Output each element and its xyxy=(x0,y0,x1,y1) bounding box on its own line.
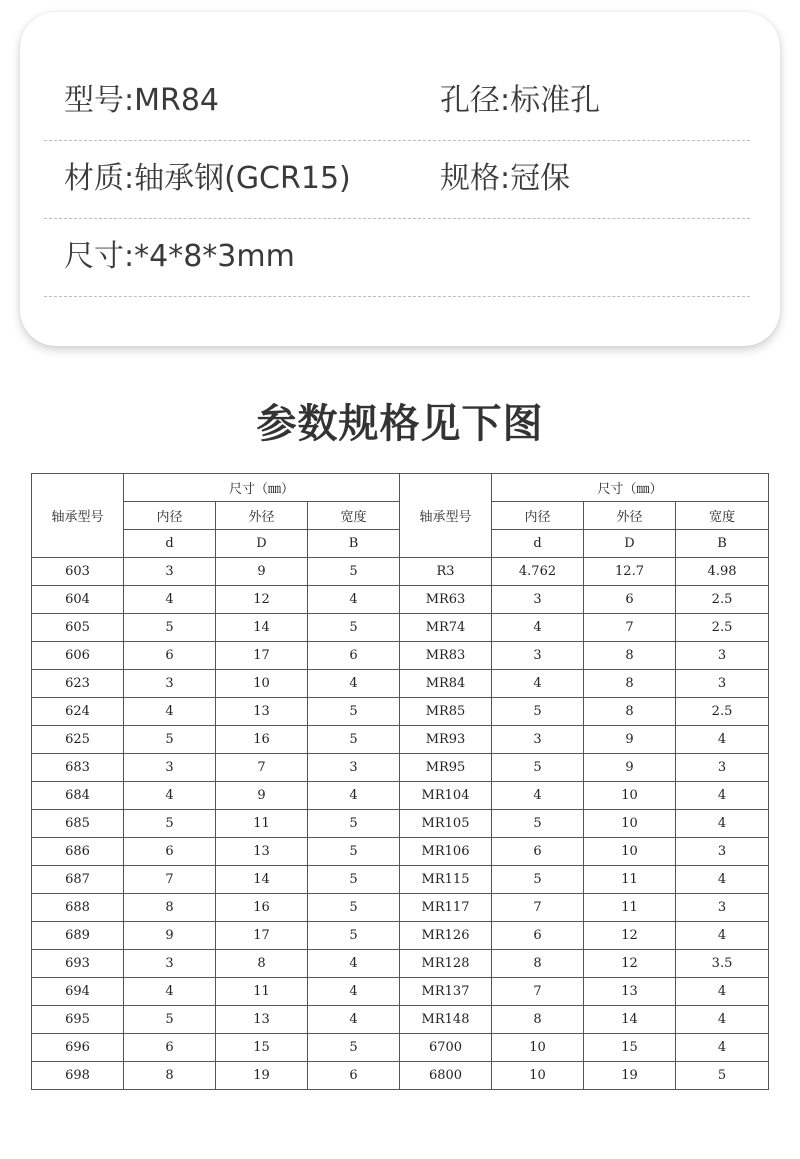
model-cell: MR85 xyxy=(400,698,492,726)
symbol-d: d xyxy=(124,530,216,558)
dimension-cell: 4 xyxy=(124,698,216,726)
dimension-cell: 4 xyxy=(676,922,769,950)
dimension-cell: 2.5 xyxy=(676,614,769,642)
dimension-cell: 10 xyxy=(584,782,676,810)
table-row xyxy=(32,950,769,978)
table-row xyxy=(32,866,769,894)
model-cell: 686 xyxy=(32,838,124,866)
info-label: 规格: xyxy=(440,161,511,196)
model-cell: 606 xyxy=(32,642,124,670)
info-item-size xyxy=(64,218,295,296)
dimension-cell: 4 xyxy=(492,782,584,810)
model-cell: MR63 xyxy=(400,586,492,614)
dimension-cell: 3 xyxy=(676,754,769,782)
dimension-cell: 5 xyxy=(308,1034,400,1062)
dimension-cell: 5 xyxy=(308,558,400,586)
dimension-cell: 8 xyxy=(584,670,676,698)
dimension-cell: 8 xyxy=(584,698,676,726)
dimension-cell: 7 xyxy=(124,866,216,894)
dimension-cell: 5 xyxy=(308,922,400,950)
dimension-cell: 8 xyxy=(492,1006,584,1034)
table-row xyxy=(32,1062,769,1090)
table-row xyxy=(32,754,769,782)
dimension-cell: 9 xyxy=(216,558,308,586)
model-cell: 624 xyxy=(32,698,124,726)
model-cell: MR74 xyxy=(400,614,492,642)
dimension-cell: 7 xyxy=(584,614,676,642)
table-row xyxy=(32,698,769,726)
size-header: 尺寸（㎜） xyxy=(124,474,400,502)
model-cell: 689 xyxy=(32,922,124,950)
dimension-cell: 3 xyxy=(124,558,216,586)
dimension-cell: 4 xyxy=(676,978,769,1006)
model-cell: MR106 xyxy=(400,838,492,866)
dimension-cell: 13 xyxy=(216,838,308,866)
dimension-cell: 14 xyxy=(216,614,308,642)
dimension-cell: 17 xyxy=(216,642,308,670)
dimension-cell: 14 xyxy=(216,866,308,894)
model-cell: 6700 xyxy=(400,1034,492,1062)
dimension-cell: 3 xyxy=(492,586,584,614)
dimension-cell: 3 xyxy=(124,754,216,782)
dimension-cell: 8 xyxy=(124,1062,216,1090)
info-label: 型号: xyxy=(64,83,135,118)
dimension-cell: 4 xyxy=(308,978,400,1006)
dimension-cell: 5 xyxy=(308,614,400,642)
outer-diameter-header: 外径 xyxy=(216,502,308,530)
dimension-cell: 4 xyxy=(124,978,216,1006)
inner-diameter-header: 内径 xyxy=(124,502,216,530)
info-item-spec xyxy=(440,140,570,218)
dimension-cell: 5 xyxy=(308,838,400,866)
dimension-cell: 4 xyxy=(492,670,584,698)
dimension-cell: 13 xyxy=(216,698,308,726)
dimension-cell: 4 xyxy=(676,866,769,894)
table-row xyxy=(32,642,769,670)
dimension-cell: 4 xyxy=(124,586,216,614)
model-cell: 698 xyxy=(32,1062,124,1090)
size-header: 尺寸（㎜） xyxy=(492,474,769,502)
dimension-cell: 6 xyxy=(308,1062,400,1090)
model-cell: 688 xyxy=(32,894,124,922)
dimension-cell: 17 xyxy=(216,922,308,950)
dimension-cell: 6 xyxy=(492,922,584,950)
dimension-cell: 6 xyxy=(124,642,216,670)
model-cell: R3 xyxy=(400,558,492,586)
dimension-cell: 5 xyxy=(492,698,584,726)
dimension-cell: 10 xyxy=(492,1062,584,1090)
dimension-cell: 4 xyxy=(308,950,400,978)
header-row xyxy=(32,474,769,502)
model-cell: 695 xyxy=(32,1006,124,1034)
dimension-cell: 2.5 xyxy=(676,586,769,614)
dimension-cell: 12 xyxy=(216,586,308,614)
table-row xyxy=(32,894,769,922)
model-cell: 693 xyxy=(32,950,124,978)
dimension-cell: 12.7 xyxy=(584,558,676,586)
dimension-cell: 14 xyxy=(584,1006,676,1034)
model-cell: MR83 xyxy=(400,642,492,670)
model-cell: MR117 xyxy=(400,894,492,922)
dimension-cell: 6 xyxy=(124,838,216,866)
table-row xyxy=(32,810,769,838)
spec-table xyxy=(31,473,769,1090)
info-label: 尺寸: xyxy=(64,239,135,274)
model-cell: MR137 xyxy=(400,978,492,1006)
table-row xyxy=(32,922,769,950)
dimension-cell: 4 xyxy=(676,810,769,838)
model-cell: 685 xyxy=(32,810,124,838)
dimension-cell: 4 xyxy=(676,1034,769,1062)
dimension-cell: 10 xyxy=(584,838,676,866)
model-cell: 625 xyxy=(32,726,124,754)
dimension-cell: 10 xyxy=(216,670,308,698)
info-item-bore xyxy=(440,62,600,140)
dimension-cell: 5 xyxy=(676,1062,769,1090)
info-card xyxy=(20,12,780,346)
dimension-cell: 10 xyxy=(584,810,676,838)
dimension-cell: 9 xyxy=(584,754,676,782)
dimension-cell: 13 xyxy=(584,978,676,1006)
model-cell: MR128 xyxy=(400,950,492,978)
info-value: 轴承钢(GCR15) xyxy=(134,161,351,196)
dimension-cell: 2.5 xyxy=(676,698,769,726)
info-row-3 xyxy=(44,218,750,297)
dimension-cell: 6 xyxy=(124,1034,216,1062)
info-value: MR84 xyxy=(134,83,220,118)
model-cell: MR93 xyxy=(400,726,492,754)
dimension-cell: 7 xyxy=(492,894,584,922)
info-value: *4*8*3mm xyxy=(134,239,295,274)
model-cell: MR105 xyxy=(400,810,492,838)
info-row-2 xyxy=(44,140,750,219)
dimension-cell: 4 xyxy=(308,1006,400,1034)
dimension-cell: 5 xyxy=(124,614,216,642)
table-row xyxy=(32,838,769,866)
dimension-cell: 4 xyxy=(492,614,584,642)
dimension-cell: 3 xyxy=(308,754,400,782)
table-row xyxy=(32,978,769,1006)
model-cell: 687 xyxy=(32,866,124,894)
dimension-cell: 3 xyxy=(676,838,769,866)
symbol-D: D xyxy=(216,530,308,558)
dimension-cell: 5 xyxy=(492,754,584,782)
info-value: 冠保 xyxy=(510,161,571,196)
dimension-cell: 5 xyxy=(308,810,400,838)
dimension-cell: 11 xyxy=(584,866,676,894)
dimension-cell: 6 xyxy=(584,586,676,614)
dimension-cell: 5 xyxy=(308,894,400,922)
dimension-cell: 9 xyxy=(216,782,308,810)
dimension-cell: 10 xyxy=(492,1034,584,1062)
dimension-cell: 5 xyxy=(308,726,400,754)
dimension-cell: 3 xyxy=(492,642,584,670)
model-cell: 605 xyxy=(32,614,124,642)
dimension-cell: 4 xyxy=(124,782,216,810)
dimension-cell: 4.762 xyxy=(492,558,584,586)
dimension-cell: 5 xyxy=(308,698,400,726)
dimension-cell: 11 xyxy=(584,894,676,922)
table-row xyxy=(32,670,769,698)
inner-diameter-header: 内径 xyxy=(492,502,584,530)
symbol-B: B xyxy=(676,530,769,558)
dimension-cell: 15 xyxy=(584,1034,676,1062)
dimension-cell: 6 xyxy=(492,838,584,866)
dimension-cell: 5 xyxy=(124,810,216,838)
dimension-cell: 7 xyxy=(216,754,308,782)
dimension-cell: 8 xyxy=(216,950,308,978)
symbol-d: d xyxy=(492,530,584,558)
dimension-cell: 5 xyxy=(492,866,584,894)
dimension-cell: 4.98 xyxy=(676,558,769,586)
model-cell: MR84 xyxy=(400,670,492,698)
dimension-cell: 4 xyxy=(308,670,400,698)
info-label: 材质: xyxy=(64,161,135,196)
dimension-cell: 9 xyxy=(124,922,216,950)
dimension-cell: 11 xyxy=(216,810,308,838)
dimension-cell: 16 xyxy=(216,726,308,754)
dimension-cell: 12 xyxy=(584,922,676,950)
dimension-cell: 8 xyxy=(584,642,676,670)
model-cell: MR126 xyxy=(400,922,492,950)
model-cell: 694 xyxy=(32,978,124,1006)
dimension-cell: 6 xyxy=(308,642,400,670)
dimension-cell: 4 xyxy=(308,782,400,810)
dimension-cell: 8 xyxy=(492,950,584,978)
dimension-cell: 16 xyxy=(216,894,308,922)
outer-diameter-header: 外径 xyxy=(584,502,676,530)
dimension-cell: 9 xyxy=(584,726,676,754)
model-header: 轴承型号 xyxy=(32,474,124,558)
model-cell: 684 xyxy=(32,782,124,810)
info-item-material xyxy=(64,140,351,218)
model-cell: MR95 xyxy=(400,754,492,782)
dimension-cell: 5 xyxy=(124,1006,216,1034)
table-row xyxy=(32,1034,769,1062)
page-heading: 参数规格见下图 xyxy=(256,401,544,447)
dimension-cell: 5 xyxy=(308,866,400,894)
dimension-cell: 19 xyxy=(584,1062,676,1090)
dimension-cell: 3 xyxy=(124,950,216,978)
dimension-cell: 7 xyxy=(492,978,584,1006)
model-cell: 696 xyxy=(32,1034,124,1062)
dimension-cell: 5 xyxy=(124,726,216,754)
dimension-cell: 3 xyxy=(492,726,584,754)
dimension-cell: 3 xyxy=(676,670,769,698)
model-cell: MR104 xyxy=(400,782,492,810)
dimension-cell: 4 xyxy=(676,726,769,754)
width-header: 宽度 xyxy=(676,502,769,530)
width-header: 宽度 xyxy=(308,502,400,530)
info-value: 标准孔 xyxy=(510,83,601,118)
model-header: 轴承型号 xyxy=(400,474,492,558)
dimension-cell: 4 xyxy=(308,586,400,614)
dimension-cell: 3 xyxy=(676,894,769,922)
dimension-cell: 3 xyxy=(124,670,216,698)
model-cell: MR148 xyxy=(400,1006,492,1034)
symbol-B: B xyxy=(308,530,400,558)
model-cell: MR115 xyxy=(400,866,492,894)
symbol-D: D xyxy=(584,530,676,558)
table-row xyxy=(32,782,769,810)
dimension-cell: 3.5 xyxy=(676,950,769,978)
dimension-cell: 12 xyxy=(584,950,676,978)
model-cell: 604 xyxy=(32,586,124,614)
dimension-cell: 8 xyxy=(124,894,216,922)
table-row xyxy=(32,726,769,754)
dimension-cell: 4 xyxy=(676,1006,769,1034)
table-row xyxy=(32,614,769,642)
dimension-cell: 11 xyxy=(216,978,308,1006)
table-row xyxy=(32,1006,769,1034)
dimension-cell: 15 xyxy=(216,1034,308,1062)
model-cell: 603 xyxy=(32,558,124,586)
dimension-cell: 4 xyxy=(676,782,769,810)
dimension-cell: 19 xyxy=(216,1062,308,1090)
table-row xyxy=(32,586,769,614)
dimension-cell: 5 xyxy=(492,810,584,838)
info-label: 孔径: xyxy=(440,83,511,118)
model-cell: 683 xyxy=(32,754,124,782)
model-cell: 6800 xyxy=(400,1062,492,1090)
info-item-model xyxy=(64,62,219,140)
model-cell: 623 xyxy=(32,670,124,698)
table-row xyxy=(32,558,769,586)
info-row-1 xyxy=(44,62,750,141)
dimension-cell: 13 xyxy=(216,1006,308,1034)
dimension-cell: 3 xyxy=(676,642,769,670)
